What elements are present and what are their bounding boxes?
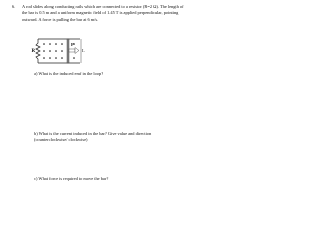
circuit-figure xyxy=(30,36,85,66)
question-c: c) What force is required to move the bar? xyxy=(34,176,109,181)
length-label: L xyxy=(82,48,85,53)
problem-number: 6. xyxy=(12,4,16,9)
resistor-label: R xyxy=(31,49,36,54)
problem-block xyxy=(12,4,190,23)
question-b: b) What is the current induced in the bar? Give value and direction (counterclockwise/ clockwise) xyxy=(34,131,152,143)
force-arrow-icon xyxy=(69,48,79,54)
question-a: a) What is the induced emf in the loop? xyxy=(34,71,104,76)
problem-statement: A rod slides along conducting rails which are connected to a resistor (R=2 Ω). The length of the bar is 0.5 m and a uniform magnetic field of 1.45 T is applied perpendicular, pointing outward. A force is pulling the bar at 6 m/s. xyxy=(22,4,184,22)
resistor-symbol xyxy=(36,39,40,63)
sliding-rod xyxy=(67,39,69,63)
force-label: F xyxy=(71,42,74,47)
